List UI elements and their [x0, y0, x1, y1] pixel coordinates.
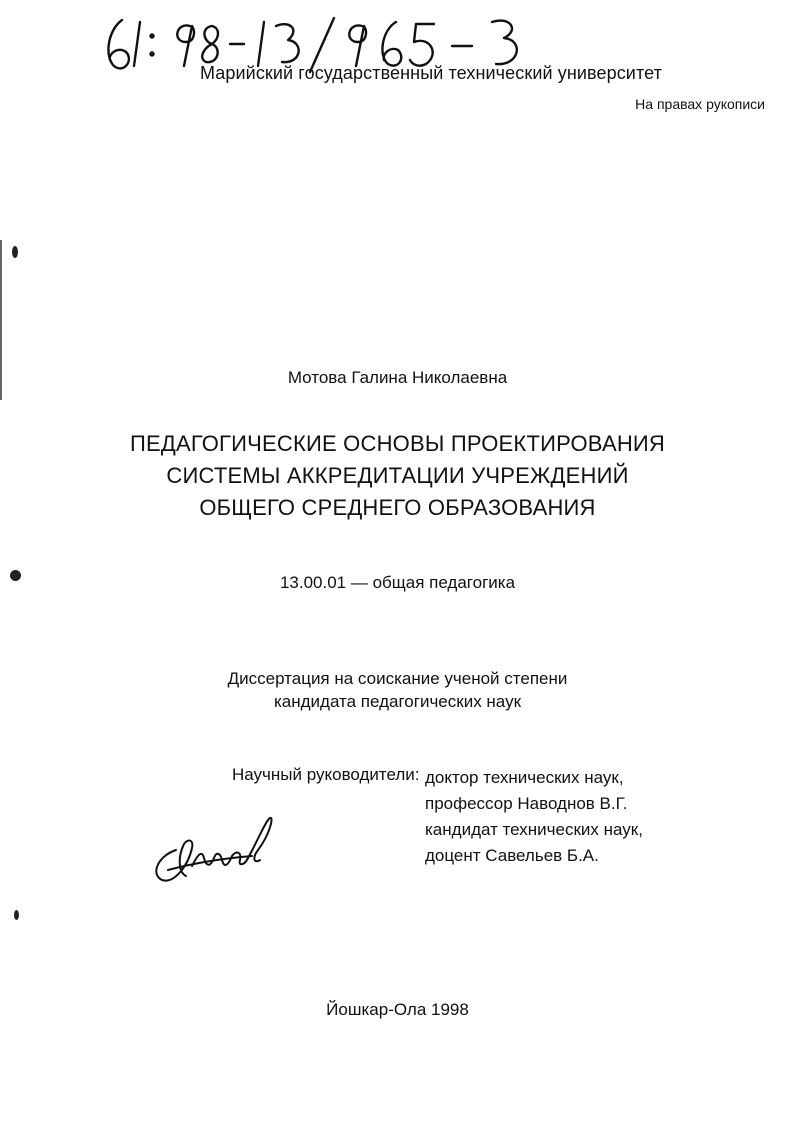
supervisor-line: профессор Наводнов В.Г. [425, 794, 628, 813]
scan-dot [14, 910, 19, 920]
scan-dot [12, 246, 18, 258]
supervisor-list [425, 765, 643, 869]
supervisor-line: доцент Савельев Б.А. [425, 846, 599, 865]
city-and-year: Йошкар-Ола 1998 [326, 1000, 469, 1019]
degree-statement [0, 667, 795, 713]
title-line: СИСТЕМЫ АККРЕДИТАЦИИ УЧРЕЖДЕНИЙ [166, 463, 629, 488]
manuscript-rights-note: На правах рукописи [635, 96, 765, 112]
supervisor-line: кандидат технических наук, [425, 820, 643, 839]
university-name: Марийский государственный технический университет [200, 63, 662, 83]
handwritten-signature [148, 810, 278, 890]
degree-line: Диссертация на соискание ученой степени [227, 669, 568, 688]
supervisor-label: Научный руководители: [232, 765, 420, 784]
specialty-code: 13.00.01 — общая педагогика [279, 573, 516, 592]
title-line: ПЕДАГОГИЧЕСКИЕ ОСНОВЫ ПРОЕКТИРОВАНИЯ [129, 431, 666, 456]
author-name: Мотова Галина Николаевна [287, 368, 508, 387]
supervisor-line: доктор технических наук, [425, 768, 624, 787]
title-line: ОБЩЕГО СРЕДНЕГО ОБРАЗОВАНИЯ [199, 495, 596, 520]
dissertation-title [0, 428, 795, 524]
degree-line: кандидата педагогических наук [273, 692, 522, 711]
